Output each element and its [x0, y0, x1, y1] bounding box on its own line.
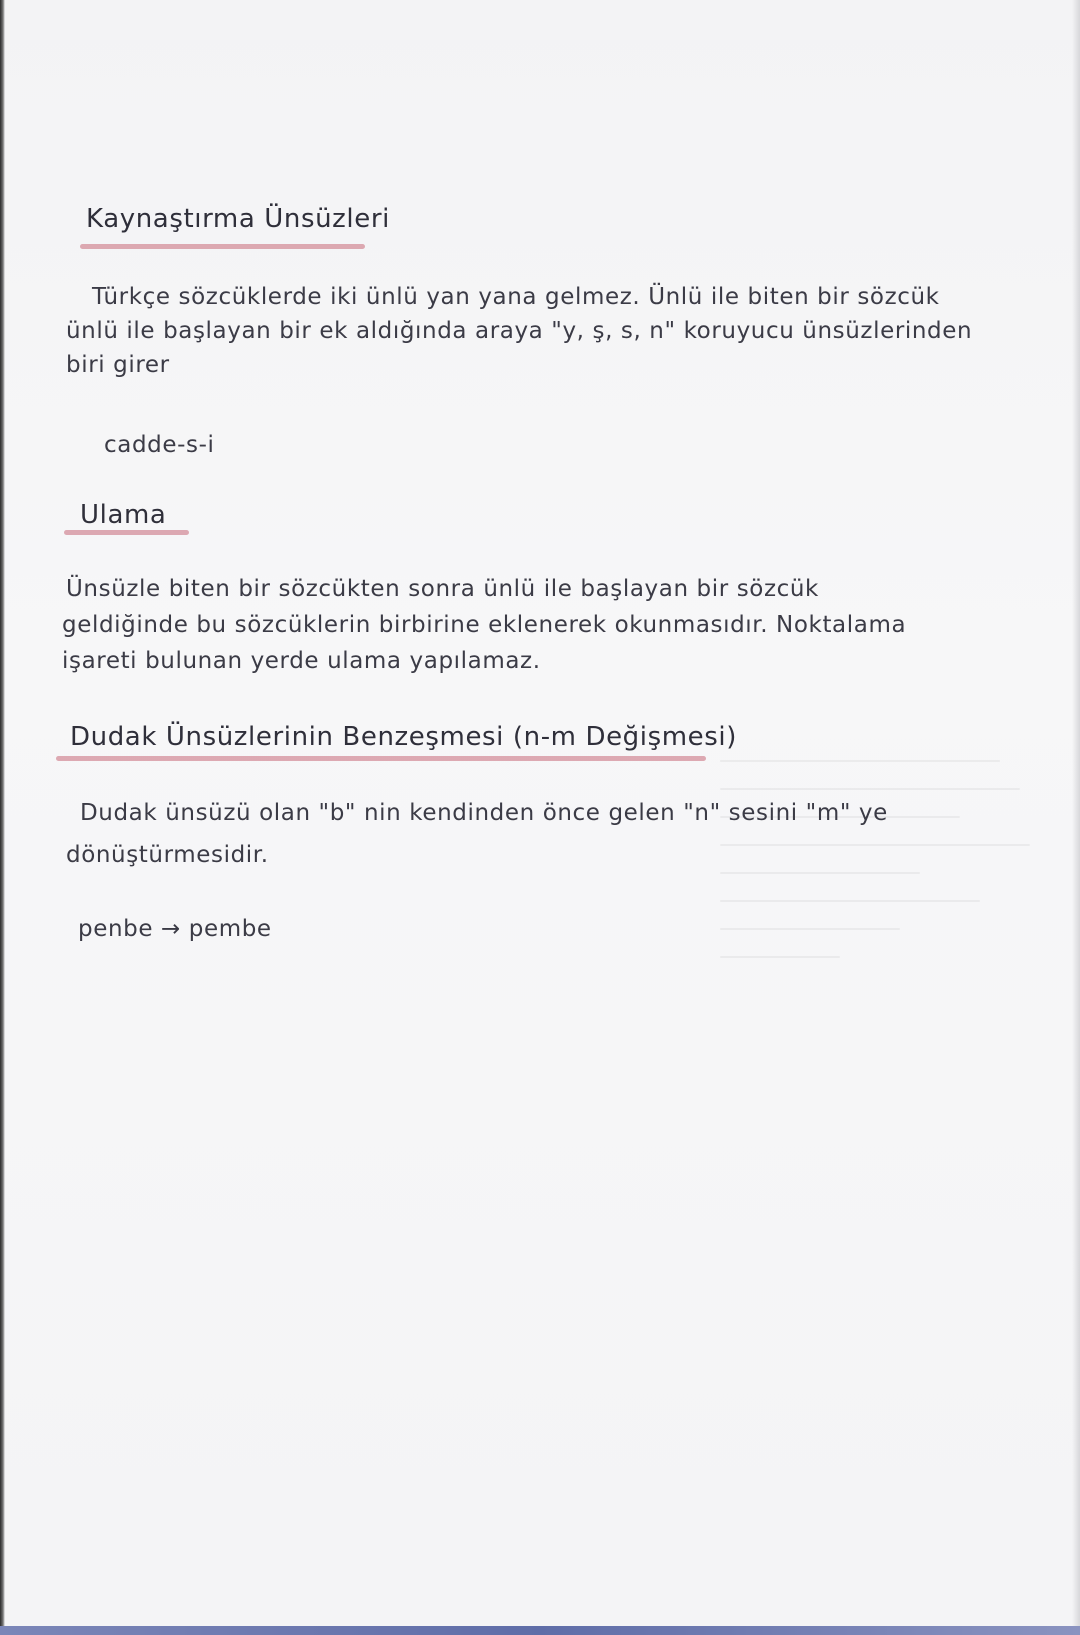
- body-line: Türkçe sözcüklerde iki ünlü yan yana gelmez. Ünlü ile biten bir sözcük: [92, 284, 940, 310]
- body-line: ünlü ile başlayan bir ek aldığında araya "y, ş, s, n" koruyucu ünsüzlerinden: [66, 318, 973, 344]
- page-bottom-edge: [0, 1626, 1080, 1635]
- example-text: penbe → pembe: [78, 916, 272, 942]
- body-line: Dudak ünsüzü olan "b" nin kendinden önce gelen "n" sesini "m" ye: [80, 800, 888, 826]
- page-right-edge: [1072, 0, 1080, 1635]
- body-line: dönüştürmesidir.: [66, 842, 269, 868]
- body-line: biri girer: [66, 352, 170, 378]
- body-line: geldiğinde bu sözcüklerin birbirine eklenerek okunmasıdır. Noktalama: [62, 612, 907, 638]
- body-line: Ünsüzle biten bir sözcükten sonra ünlü ile başlayan bir sözcük: [66, 576, 819, 602]
- heading-underline: [80, 244, 365, 249]
- heading-kaynastirma: Kaynaştırma Ünsüzleri: [86, 204, 390, 234]
- example-text: cadde-s-i: [104, 432, 215, 458]
- heading-dudak-unsuzleri: Dudak Ünsüzlerinin Benzeşmesi (n-m Değişmesi): [70, 722, 737, 752]
- heading-underline: [56, 756, 706, 761]
- page-left-edge: [0, 0, 5, 1635]
- body-line: işareti bulunan yerde ulama yapılamaz.: [62, 648, 541, 674]
- heading-ulama: Ulama: [80, 500, 167, 530]
- heading-underline: [64, 530, 189, 535]
